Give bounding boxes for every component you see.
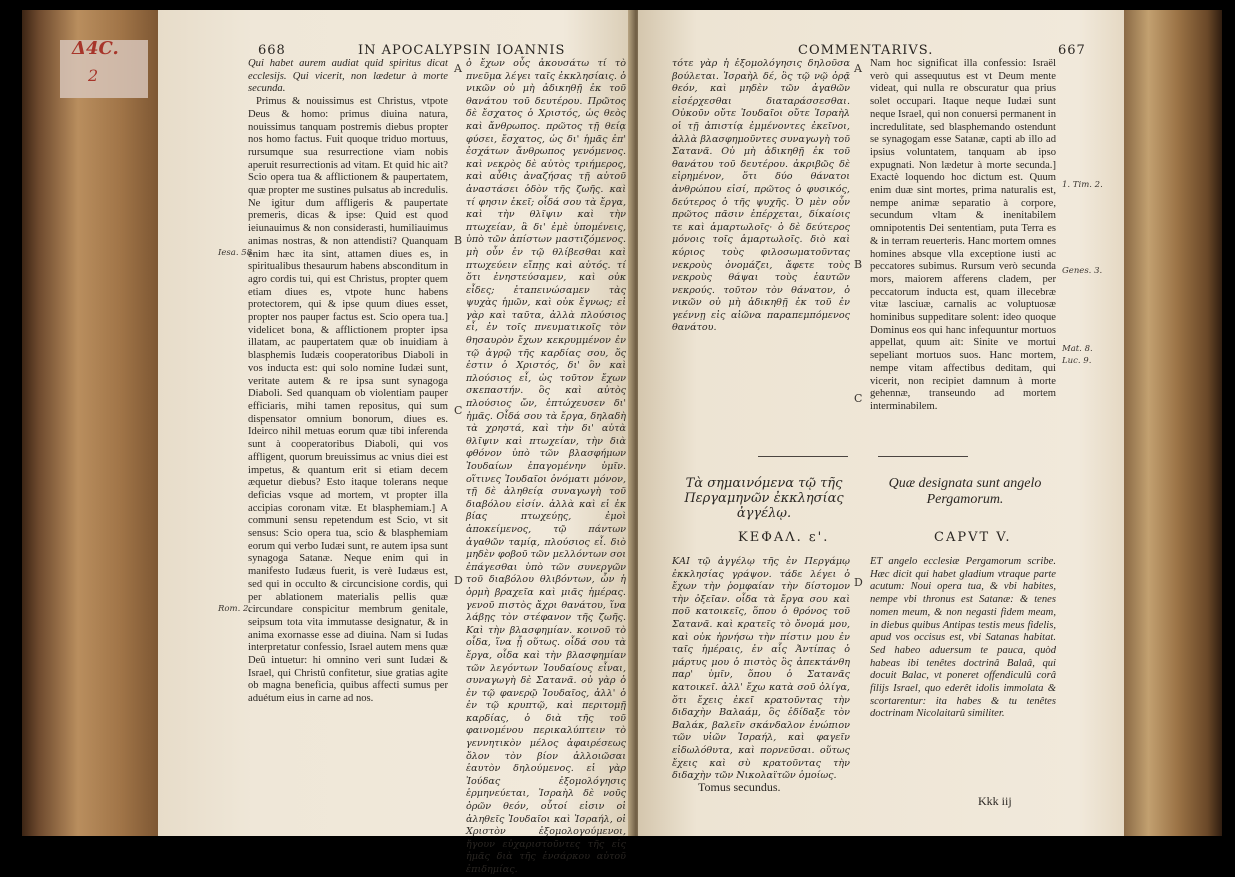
- section-title-latin: Quæ designata sunt angelo Pergamorum.: [888, 476, 1042, 507]
- margin-note: Rom. 2.: [218, 604, 252, 614]
- divider: [758, 456, 848, 457]
- left-fore-edge: [22, 10, 162, 836]
- latin-commentary: Primus & nouissimus est Christus, vtpote Deus & homo: primus diuina natura, nouissimus tanquam postremis diebus propter nos homo factus. Fuit quoque triduo mortuus, rursumque sua resurrectione viam nobis aperuit resurrectionis ad vitam. Et quid hic ait? Scio opera tua & afflictionem & paupertatem, quæ propter me sustines pulsatus ab incredulis. Ne igitur dum affligeris & paupertate premeris, dicas & ipse: Quid est quod ieiunauimus & non considerasti, humiliauimus animas nostras, & non attendisti? Quanquam enim hæc ita sint, attamen diues es, in spiritualibus thesaurum habens absconditum in agro cordis tui, qui est Christus, propter quem etiam diues es, vtpote hunc habens protectorem, qui & ipse quum diues esset, propter nos pauper factus est. Scio opera tua.] videlicet bona, & afflictionem propter ipsa illatam, ac paupertatem quæ ob inuidiam à blasphemis Iudæis cooperatoribus Diaboli in vos inducta est: qui solo nomine Iudæi sunt, veritate autem & re ipsa sunt synagoga Diaboli. Sed quanquam ob violentiam pauper efficiaris, mihi tamen repositus, qui sum dispensator omnium bonorum, diues es. Ideirco nihil metuas eorum quæ tibi inferenda sunt à cooperatoribus Diaboli, qui vos affligent, quorum breuissimus ac vnius diei est impetus, & quantum erit si etiam decem æquetur diebus? Esto itaque tolerans neque deficias vsque ad mortem, vt propter illa accipias coronam vitæ. Et blasphemiam.] A communi sensu repetendum est Scio, vt sit sensus: Scio opera tua, scio & blasphemiam eorum qui verbo Iudæi sunt, re autem ipsa sunt synagoga Satanæ. Neque enim qui in manifesto Iudæus fuerit, is verè Iudæus est, sed qui in occulto & circuncisione cordis, qui per ablationem materialis pellis quæ circundare conspicitur membrum genitale, seipsum tota vita immutasse designatur, & in anima exornasse esse ad diuina. Nam si Iudas interpretatur confessio, Israel autem mens quæ Deû intuetur: hi omnino veri sunt Iudæi & Israel, qui Christû confitetur, siue gratias agite ob magna beneficia, quibus affecti sumus per aduétum eius in carne ad nos.: [248, 96, 448, 705]
- shelf-mark: Δ4C.: [72, 38, 119, 59]
- section-letter: C: [454, 404, 463, 417]
- lemma: Qui habet aurem audiat quid spiritus dicat ecclesijs. Qui vicerit, non lædetur à morte secunda.: [248, 58, 448, 95]
- chapter-greek: ΚΕΦΑΛ. ε'.: [738, 530, 830, 545]
- margin-note: Mat. 8.: [1062, 344, 1093, 354]
- margin-note: Genes. 3.: [1062, 266, 1103, 276]
- margin-note: Iesa. 58.: [218, 248, 255, 258]
- latin-column-left: [248, 58, 448, 818]
- section-letter: A: [854, 62, 862, 75]
- greek-column-right: τότε γὰρ ἡ ἐξομολόγησις δηλοῦσα βούλεται. Ἰσραὴλ δέ, ὃς τῷ νῷ ὁρᾷ θεόν, καὶ μηδὲν τῶν ἀγαθῶν εἰσέρχεσθαι διαταράσσεσθαι. Οὐκοῦν οὔτε Ἰουδαῖοι οὔτε Ἰσραὴλ οἱ τῇ ἀπιστίᾳ ἐμμένοντες ἐκεῖνοι, ἀλλὰ βλασφημοῦντες συναγωγὴ τοῦ Σατανᾶ. Οὐ μὴ ἀδικηθῇ ἐκ τοῦ θανάτου τοῦ δευτέρου. ἀκριβῶς δὲ εἰρημένον, ὅτι δύο θάνατοι ἀνθρώπου εἰσί, πρῶτος ὁ φυσικός, δεύτερος ὁ τῆς ψυχῆς. Ὁ μὲν οὖν πρῶτος πᾶσιν ἐπέρχεται, δίκαίοις τε καὶ ἁμαρτωλοῖς· ὁ δὲ δεύτερος μόνοις τοῖς ἁμαρτωλοῖς. διὸ καὶ κύριος τοὺς φιλοσωματοῦντας νεκροὺς ὀνομάζει, ἄφετε τοὺς νεκροὺς θάψαι τοὺς ἑαυτῶν νεκρούς. τοῦτον τὸν θάνατον, ὁ νικῶν οὐ μὴ ἀδικηθῇ ἐκ τοῦ ἐν γεέννῃ εἰς αἰῶνα παραπεμπόμενος θανάτου.: [672, 58, 850, 334]
- section-letter: B: [854, 258, 863, 271]
- greek-column-left: ὁ ἔχων οὖς ἀκουσάτω τί τὸ πνεῦμα λέγει ταῖς ἐκκλησίαις. ὁ νικῶν οὐ μὴ ἀδικηθῇ ἐκ τοῦ θανάτου τοῦ δευτέρου. Πρῶτος δὲ ἔσχατος ὁ Χριστός, ὡς θεὸς καὶ ἄνθρωπος. πρῶτος τῇ θείᾳ φύσει, ἔσχατος, ὡς δι' ἡμᾶς ἐπ' ἐσχάτων ἄνθρωπος γενόμενος. καὶ νεκρὸς δὲ αὐτὸς τριήμερος, καὶ αὖθις ἀναζήσας τῇ αὐτοῦ ἀναστάσει ὁδὸν τῆς ζωῆς. καὶ τί φησιν ἐκεῖ; οἶδά σου τὰ ἔργα, καὶ τὴν θλῖψιν καὶ τὴν πτωχείαν, ἃ δι' ἐμὲ ὑπομένεις, ὑπὸ τῶν ἀπίστων μαστιζόμενος. μὴ οὖν ἐν τῷ θλίβεσθαι καὶ πτωχεύειν εἴπῃς καὶ αὐτός. τί ὅτι ἐνηστεύσαμεν, καὶ οὐκ εἶδες; ἐταπεινώσαμεν τὰς ψυχὰς ἡμῶν, καὶ οὐκ ἔγνως; εἰ γὰρ καὶ ταῦτα, ἀλλὰ πλούσιος εἶ, ἐν τοῖς πνευματικοῖς τὸν θησαυρὸν ἔχων κεκρυμμένον ἐν τῷ ἀγρῷ τῆς καρδίας σου, ὅς ἐστιν ὁ Χριστός, δι' ὃν καὶ πλούσιος εἶ, ὡς τοῦτον ἔχων σκεπαστήν. ὃς καὶ αὐτὸς πλούσιος ὤν, ἐπτώχευσεν δι' ἡμᾶς. Οἶδά σου τὰ ἔργα, δηλαδὴ τὰ χρηστά, καὶ τὴν δι' αὐτὰ θλῖψιν καὶ πτωχείαν, τὴν διὰ φθόνον ὑπὸ τῶν βλασφήμων Ἰουδαίων ἐπαγομένην ὑμῖν. οἵτινες Ἰουδαῖοι ὀνόματι μόνον, τῇ δὲ ἀληθείᾳ συναγωγὴ τοῦ διαβόλου εἰσίν. ἀλλὰ καὶ εἰ ἐκ βίας πτωχεύῃς, ἐμοὶ ἀποκείμενος, τῷ πάντων ἀγαθῶν ταμίᾳ, πλούσιος εἶ. διὸ μηδὲν φοβοῦ τῶν μελλόντων σοι ἐπάγεσθαι ὑπὸ τῶν συνεργῶν τοῦ διαβόλου θλιβόντων, ὧν ἡ ὁρμὴ βραχεῖα καὶ μιᾶς ἡμέρας. γενοῦ πιστὸς ἄχρι θανάτου, ἵνα λάβῃς τὸν στέφανον τῆς ζωῆς. Καὶ τὴν βλασφημίαν. κοινοῦ τὸ οἶδα, ἵνα ᾖ οὕτως. οἶδά σου τὰ ἔργα, οἶδα καὶ τὴν βλασφημίαν τῶν λεγόντων Ἰουδαίους εἶναι, συναγωγὴ δὲ Σατανᾶ. οὐ γὰρ ὁ ἐν τῷ φανερῷ Ἰουδαῖος, ἀλλ' ὁ ἐν τῷ κρυπτῷ, καὶ περιτομῇ καρδίας, ὁ διὰ τῆς τοῦ φαινομένου περικαλύπτειν τὸ γεννητικὸν μέλος ἀφαιρέσεως ὅλον τὸν βίον ἀλλοιῶσαι ἑαυτὸν δηλούμενος. εἰ γὰρ Ἰούδας ἐξομολόγησις ἑρμηνεύεται, Ἰσραὴλ δὲ νοῦς ὁρῶν θεόν, οὗτοί εἰσιν οἱ ἀληθεῖς Ἰουδαῖοι καὶ Ἰσραήλ, οἱ Χριστὸν ἐξομολογούμενοι, ἤγουν εὐχαριστοῦντες τῆς εἰς ἡμᾶς διὰ τῆς ἐνσάρκου αὐτοῦ ἐπιδημίας.: [466, 58, 626, 875]
- section-title-greek: Τὰ σημαινόμενα τῷ τῆς Περγαμηνῶν ἐκκλησίας ἀγγέλῳ.: [684, 476, 844, 521]
- running-head-right: COMMENTARIVS.: [798, 43, 934, 58]
- left-page: [158, 10, 635, 875]
- margin-note: 1. Tim. 2.: [1062, 180, 1103, 190]
- greek-text-chapter: ΚΑΙ τῷ ἀγγέλῳ τῆς ἐν Περγάμῳ ἐκκλησίας γράψον. τάδε λέγει ὁ ἔχων τὴν ῥομφαίαν τὴν δίστομον τὴν ὀξεῖαν. οἶδα τὰ ἔργα σου καὶ ποῦ κατοικεῖς, ὅπου ὁ θρόνος τοῦ Σατανᾶ. καὶ κρατεῖς τὸ ὄνομά μου, καὶ οὐκ ἠρνήσω τὴν πίστιν μου ἐν ταῖς ἡμέραις, ἐν αἷς Ἀντίπας ὁ μάρτυς μου ὁ πιστὸς ὃς ἀπεκτάνθη παρ' ὑμῖν, ὅπου ὁ Σατανᾶς κατοικεῖ. ἀλλ' ἔχω κατὰ σοῦ ὀλίγα, ὅτι ἔχεις ἐκεῖ κρατοῦντας τὴν διδαχὴν Βαλαάμ, ὃς ἐδίδαξε τὸν Βαλάκ, βαλεῖν σκάνδαλον ἐνώπιον τῶν υἱῶν Ἰσραήλ, καὶ φαγεῖν εἰδωλόθυτα, καὶ πορνεῦσαι. οὕτως ἔχεις καὶ σὺ κρατοῦντας τὴν διδαχὴν τῶν Νικολαϊτῶν ὁμοίως.: [672, 556, 850, 782]
- right-fore-edge: [1124, 10, 1222, 836]
- open-book: [22, 10, 1222, 875]
- page-number-left: 668: [258, 43, 286, 58]
- latin-column-right: Nam hoc significat illa confessio: Israël verò qui assequutus est vt Deum mente videat, qui nulla re obscuratur qua prius solet occupari. Itaque neque Iudæi sunt neque Israel, qui non conuersi permanent in incredulitate, sed blasphemando ostendunt se synagogam esse Satanæ, capti ab illo ad ipsius voluntatem, tanquam ab ipso expugnati. Non lædetur à morte secunda.] Exactè loquendo hoc dictum est. Quum enim duæ sint mortes, prima naturalis est, nempe animæ separatio à corpore, secundum vltam & inenitabilem omnipotentis Dei sententiam, puta Terra es & in terram reuerteris. Hanc mortem omnes homines absque vlla exceptione iusti ac peccatores subimus. Rursum verò secunda mors, maiorem afferens cladem, per peccatorum inducta est, quam illecebræ vitæ lasciuæ, carnalis ac voluptuosæ hominibus suppeditare solent: ideo quoque Dominus eos qui hanc infequuntur mortuos appellat, quum ait: Sinite ve mortui sepeliant mortuos suos. Hanc mortem, nempe vitam affectibus deditam, qui vicerit, non recipiet damnum à morte gehennæ, transeundo ad mortem interminabilem.: [870, 58, 1056, 412]
- divider: [878, 456, 968, 457]
- page-number-right: 667: [1058, 43, 1086, 58]
- section-letter: A: [454, 62, 462, 75]
- catchword: Tomus secundus.: [698, 780, 781, 794]
- signature-mark: Kkk iij: [978, 794, 1012, 808]
- running-head-left: IN APOCALYPSIN IOANNIS: [358, 43, 566, 58]
- right-page: [638, 10, 1128, 836]
- section-letter: D: [454, 574, 463, 587]
- chapter-latin: CAPVT V.: [934, 530, 1012, 545]
- shelf-mark-number: 2: [88, 66, 99, 85]
- section-letter: D: [854, 576, 863, 589]
- section-letter: B: [454, 234, 463, 247]
- section-letter: C: [854, 392, 863, 405]
- margin-note: Luc. 9.: [1062, 356, 1092, 366]
- latin-text-chapter: ET angelo ecclesiæ Pergamorum scribe. Hæc dicit qui habet gladium vtraque parte acutum: Noui opera tua, & vbi habites, nempe vbi thronus est Satanæ: & tenes nomen meum, & non negasti fidem meam, in diebus quibus Antipas testis meus fidelis, apud vos occisus est, vbi Satanas habitat. Sed habeo aduersum te pauca, quòd habeas ibi tenêtes doctrinâ Balaâ, qui docuit Balac, vt poneret offendiculû corâ filijs Israel, quo ederêt idolis immolata & scortarentur: ita habes & tu tenêtes doctrinam Nicolaitarû similiter.: [870, 556, 1056, 720]
